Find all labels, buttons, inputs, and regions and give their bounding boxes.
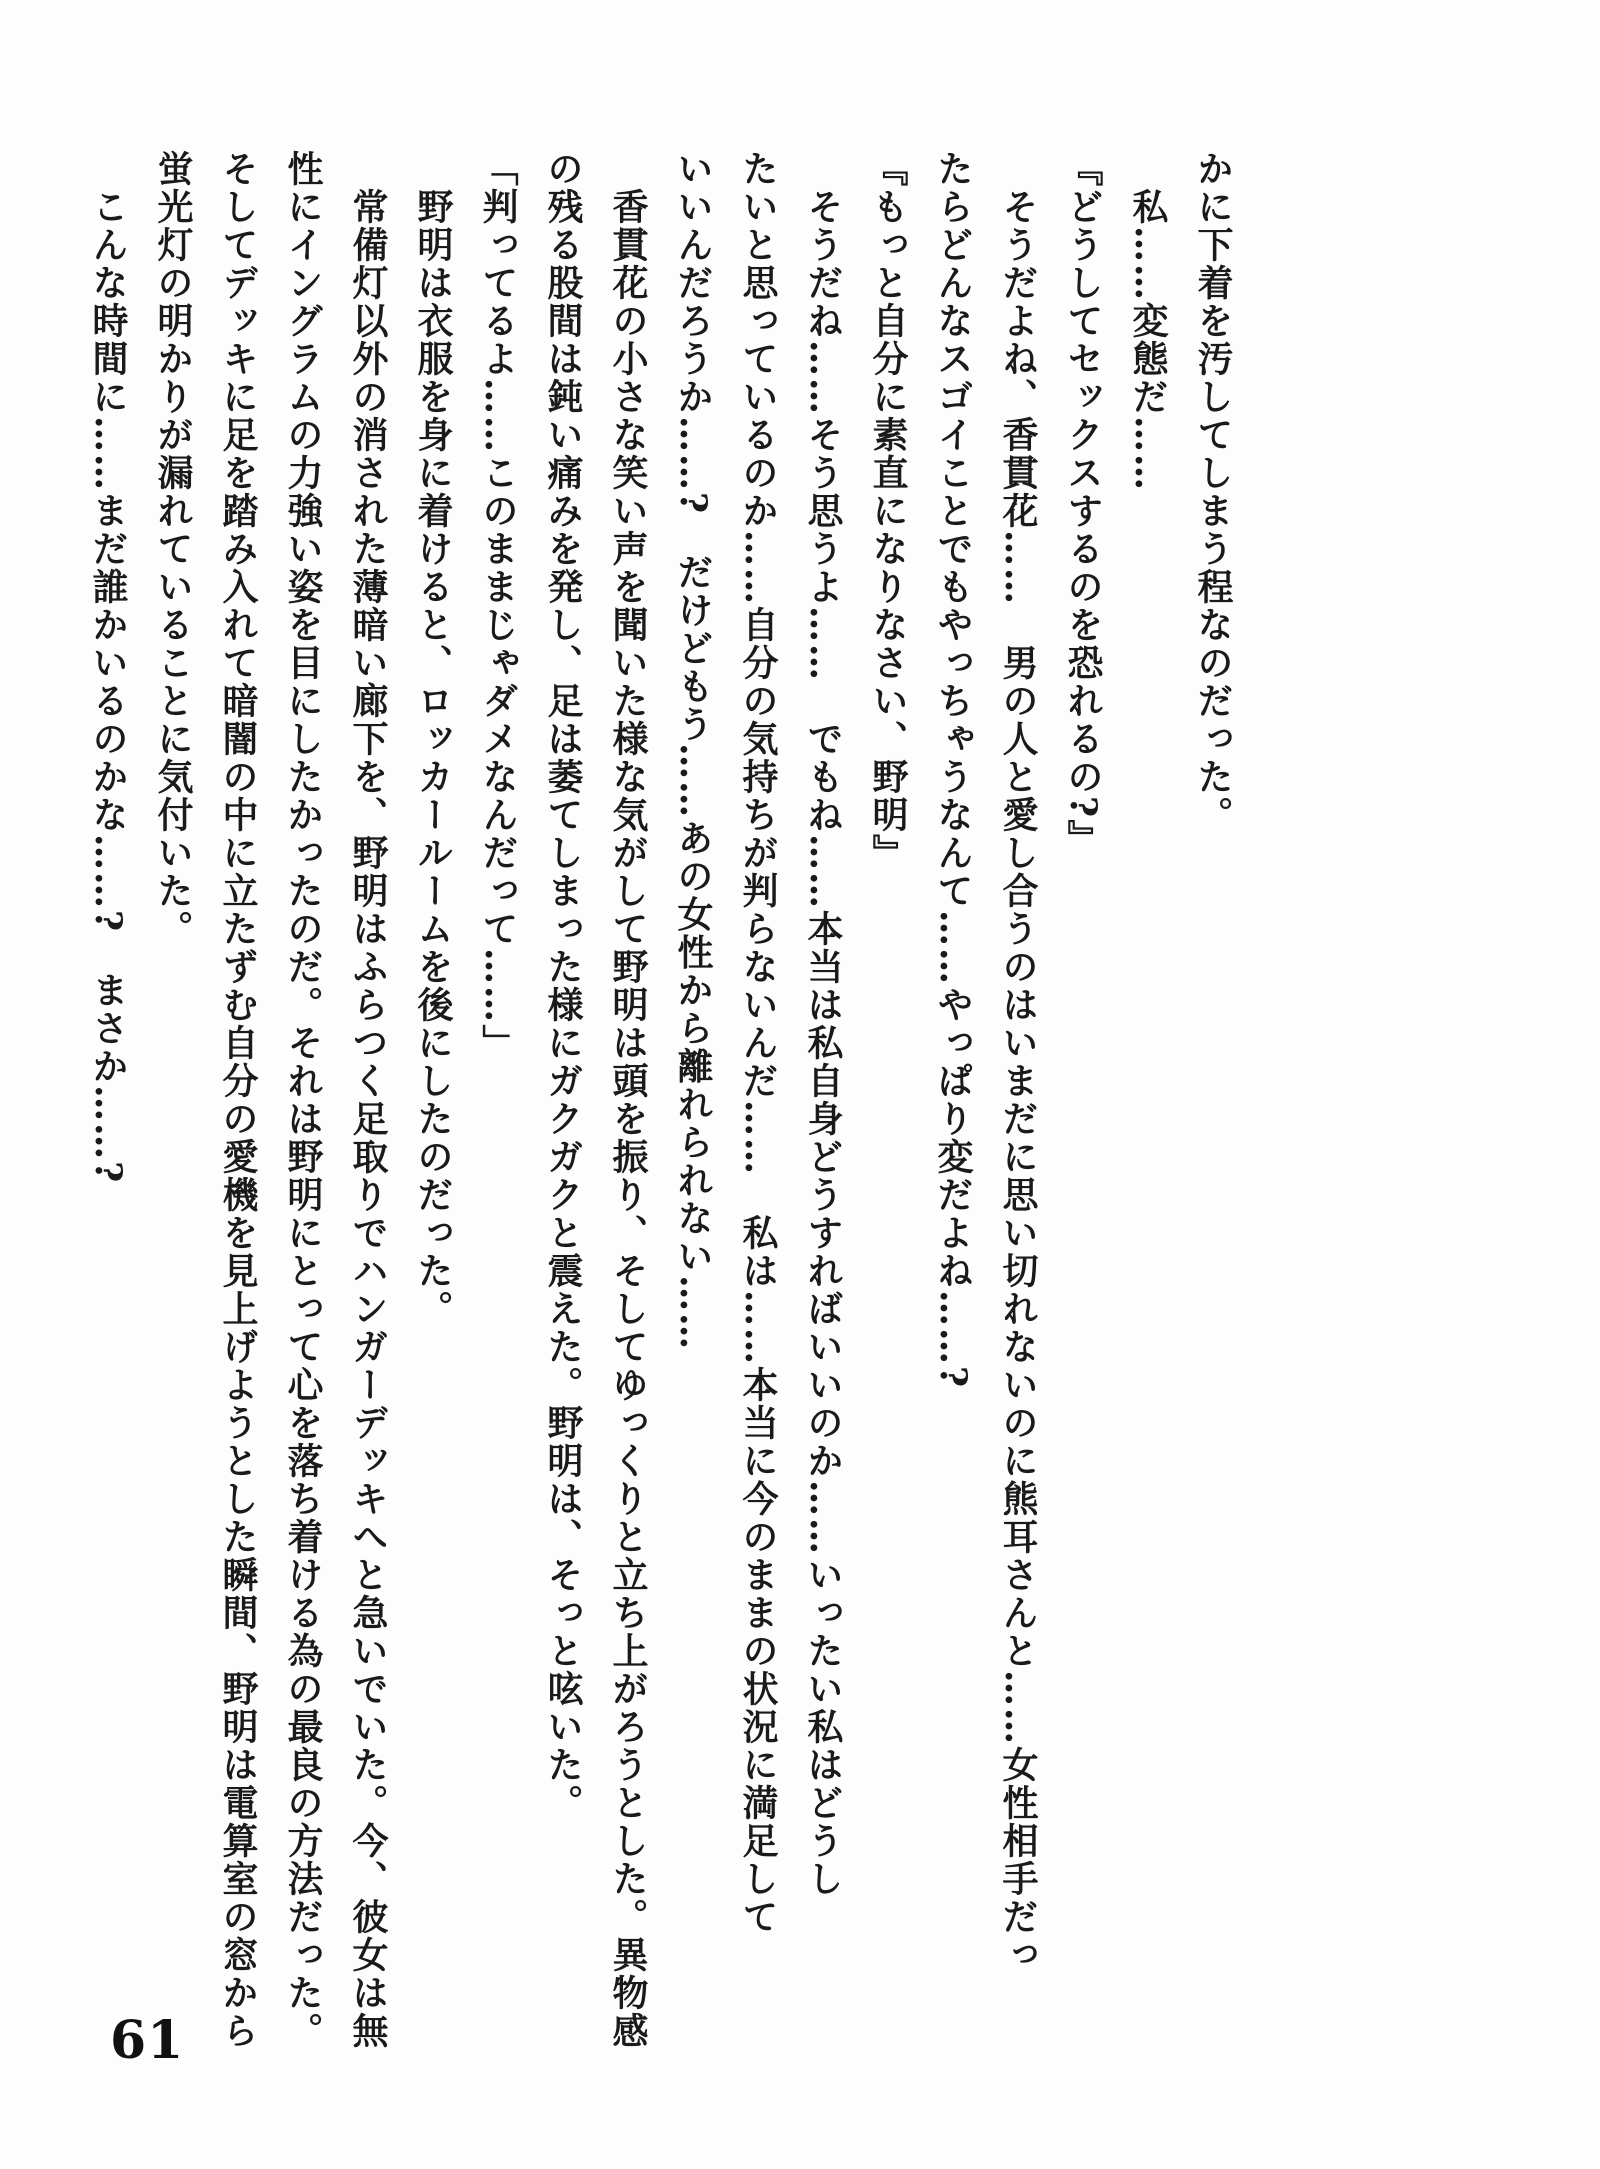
text-line: かに下着を汚してしまう程なのだった。 <box>1192 150 1234 834</box>
text-line: 『もっと自分に素直になりなさい、野明』 <box>867 150 909 872</box>
text-line: 蛍光灯の明かりが漏れていることに気付いた。 <box>152 150 194 948</box>
text-line: 性にイングラムの力強い姿を目にしたかったのだ。それは野明にとって心を落ち着ける為の最良の方法だった。 <box>282 150 324 2050</box>
text-line: たらどんなスゴイことでもやっちゃうなんて……やっぱり変だよね……? <box>932 150 974 1390</box>
vertical-text-body <box>75 150 1245 2050</box>
text-line: 常備灯以外の消された薄暗い廊下を、野明はふらつく足取りでハンガーデッキへと急いでいた。今、彼女は無 <box>347 150 389 2050</box>
text-line: こんな時間に……まだ誰かいるのかな……? まさか……? <box>87 150 129 1185</box>
text-line: いいんだろうか……? だけどもう……あの女性から離れられない…… <box>672 150 714 1352</box>
page-number: 61 <box>110 2010 185 2071</box>
text-line: そしてデッキに足を踏み入れて暗闇の中に立たずむ自分の愛機を見上げようとした瞬間、野明は電算室の窓から <box>217 150 259 2050</box>
text-line: そうだよね、香貫花…… 男の人と愛し合うのはいまだに思い切れないのに熊耳さんと……女性相手だっ <box>997 150 1039 1974</box>
text-line: 『どうしてセックスするのを恐れるの?』 <box>1062 150 1104 858</box>
text-line: の残る股間は鈍い痛みを発し、足は萎てしまった様にガクガクと震えた。野明は、そっと呟いた。 <box>542 150 584 1822</box>
text-line: そうだね……そう思うよ…… でもね……本当は私自身どうすればいいのか……いったい私はどうし <box>802 150 844 1898</box>
text-line: 私……変態だ…… <box>1127 150 1169 492</box>
text-line: 野明は衣服を身に着けると、ロッカールームを後にしたのだった。 <box>412 150 454 1328</box>
text-line: たいと思っているのか……自分の気持ちが判らないんだ…… 私は……本当に今のままの状況に満足して <box>737 150 779 1936</box>
text-line: 香貫花の小さな笑い声を聞いた様な気がして野明は頭を振り、そしてゆっくりと立ち上がろうとした。異物感 <box>607 150 649 2050</box>
text-line: 「判ってるよ……このままじゃダメなんだって……」 <box>477 150 519 1062</box>
